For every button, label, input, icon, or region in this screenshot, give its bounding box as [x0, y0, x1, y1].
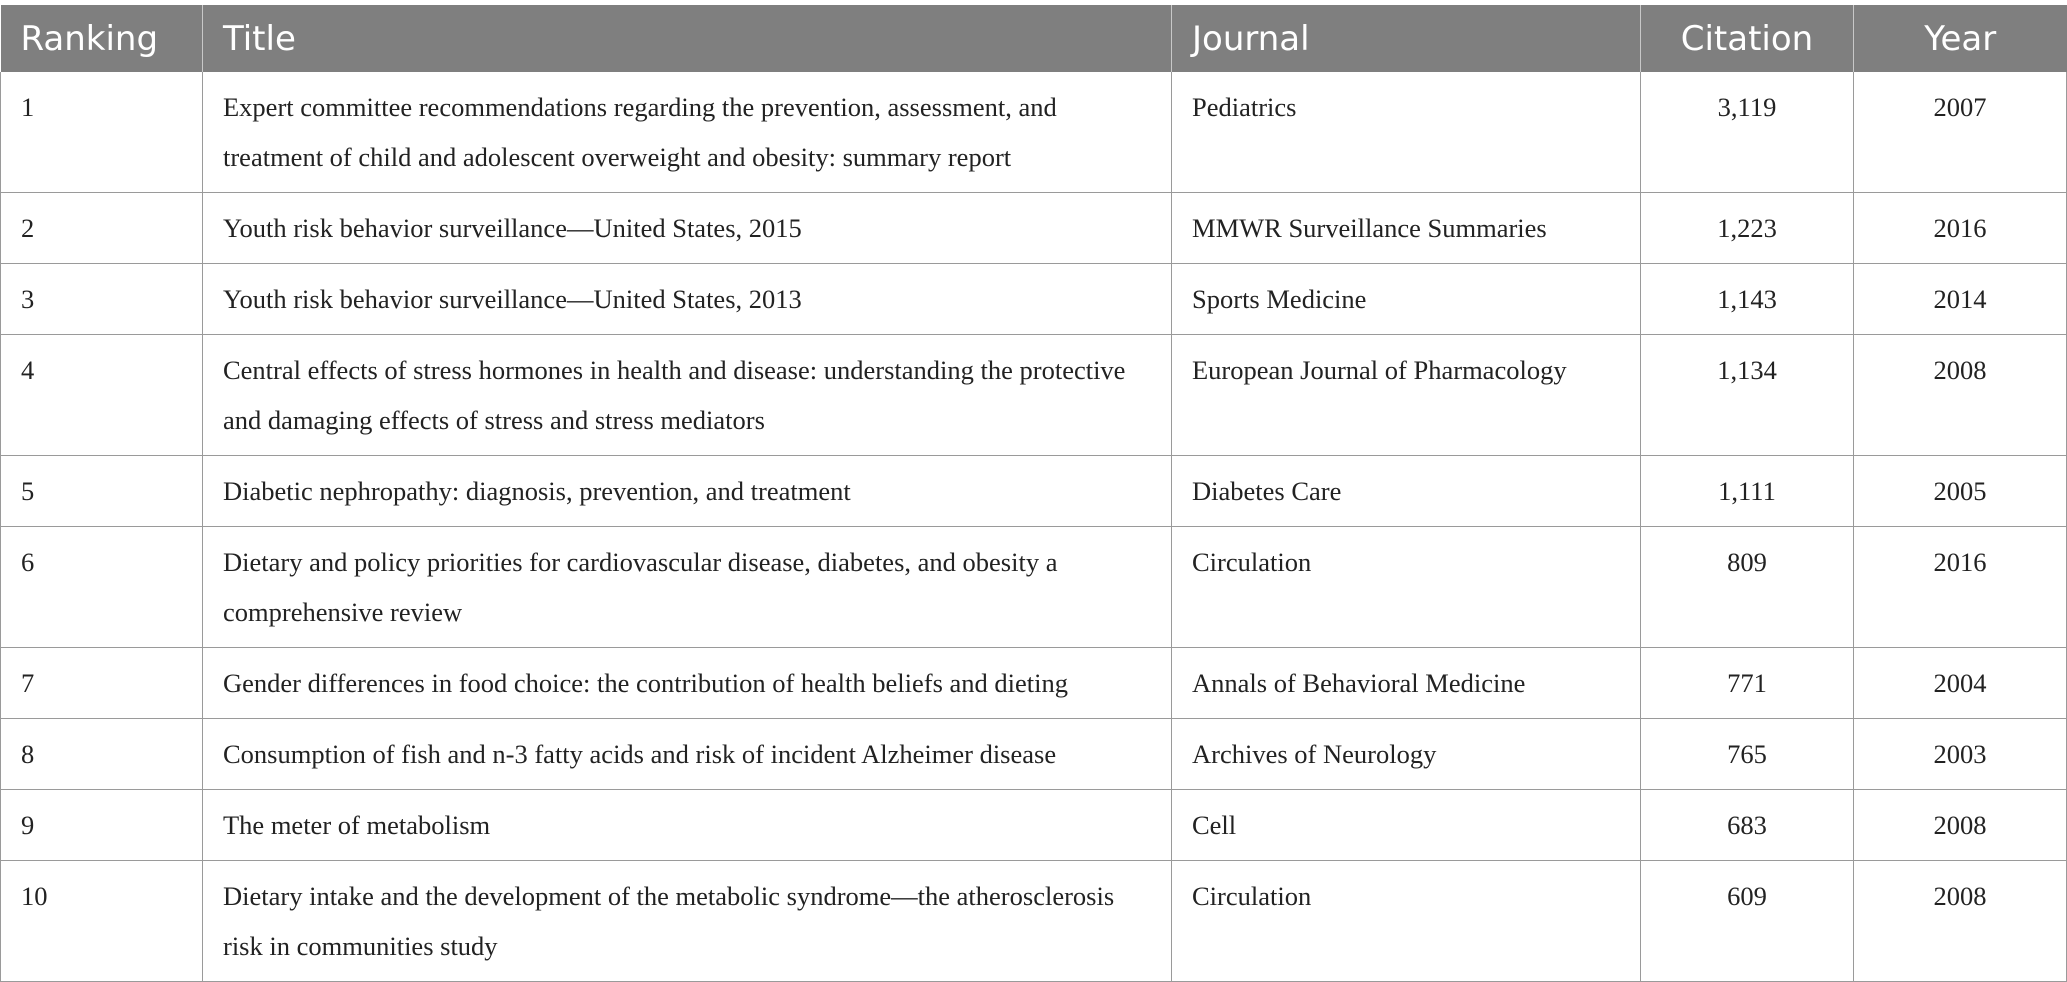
header-title[interactable]: Title	[203, 5, 1172, 72]
header-year[interactable]: Year	[1854, 5, 2067, 72]
header-ranking[interactable]: Ranking	[1, 5, 203, 72]
cell-journal: Diabetes Care	[1172, 456, 1641, 527]
cell-year: 2008	[1854, 790, 2067, 861]
cell-citation: 1,143	[1641, 264, 1854, 335]
cell-ranking: 6	[1, 527, 203, 648]
cell-title: Diabetic nephropathy: diagnosis, prevention, and treatment	[203, 456, 1172, 527]
header-row	[1, 5, 2067, 72]
cell-title: The meter of metabolism	[203, 790, 1172, 861]
cell-citation: 3,119	[1641, 72, 1854, 193]
cell-journal: Pediatrics	[1172, 72, 1641, 193]
cell-journal: European Journal of Pharmacology	[1172, 335, 1641, 456]
cell-citation: 771	[1641, 648, 1854, 719]
cell-title: Dietary and policy priorities for cardiovascular disease, diabetes, and obesity a comprehensive review	[203, 527, 1172, 648]
cell-year: 2016	[1854, 193, 2067, 264]
table-row	[1, 527, 2067, 648]
cell-year: 2016	[1854, 527, 2067, 648]
table-row	[1, 193, 2067, 264]
cell-title: Youth risk behavior surveillance—United States, 2013	[203, 264, 1172, 335]
cell-journal: Annals of Behavioral Medicine	[1172, 648, 1641, 719]
table-row	[1, 335, 2067, 456]
table-row	[1, 264, 2067, 335]
cell-title: Expert committee recommendations regarding the prevention, assessment, and treatment of child and adolescent overweight and obesity: summary report	[203, 72, 1172, 193]
cell-citation: 809	[1641, 527, 1854, 648]
cell-citation: 683	[1641, 790, 1854, 861]
table-row	[1, 648, 2067, 719]
cell-year: 2005	[1854, 456, 2067, 527]
cell-year: 2004	[1854, 648, 2067, 719]
table-header	[1, 5, 2067, 72]
cell-year: 2008	[1854, 861, 2067, 982]
header-citation[interactable]: Citation	[1641, 5, 1854, 72]
header-journal[interactable]: Journal	[1172, 5, 1641, 72]
cell-ranking: 5	[1, 456, 203, 527]
cell-ranking: 2	[1, 193, 203, 264]
cell-title: Consumption of fish and n-3 fatty acids and risk of incident Alzheimer disease	[203, 719, 1172, 790]
cell-citation: 1,223	[1641, 193, 1854, 264]
cell-ranking: 4	[1, 335, 203, 456]
cell-title: Youth risk behavior surveillance—United States, 2015	[203, 193, 1172, 264]
table-body	[1, 72, 2067, 982]
cell-ranking: 10	[1, 861, 203, 982]
cell-title: Dietary intake and the development of the metabolic syndrome—the atherosclerosis risk in communities study	[203, 861, 1172, 982]
cell-year: 2008	[1854, 335, 2067, 456]
cell-title: Central effects of stress hormones in health and disease: understanding the protective and damaging effects of stress and stress mediators	[203, 335, 1172, 456]
cell-citation: 1,111	[1641, 456, 1854, 527]
cell-journal: Archives of Neurology	[1172, 719, 1641, 790]
cell-citation: 1,134	[1641, 335, 1854, 456]
cell-ranking: 1	[1, 72, 203, 193]
top-cited-papers-table	[0, 5, 2067, 982]
cell-journal: Circulation	[1172, 527, 1641, 648]
cell-year: 2003	[1854, 719, 2067, 790]
cell-journal: Cell	[1172, 790, 1641, 861]
table-row	[1, 861, 2067, 982]
cell-ranking: 8	[1, 719, 203, 790]
cell-ranking: 9	[1, 790, 203, 861]
cell-journal: Sports Medicine	[1172, 264, 1641, 335]
citation-table-container	[0, 5, 2066, 982]
cell-citation: 765	[1641, 719, 1854, 790]
table-row	[1, 72, 2067, 193]
cell-ranking: 7	[1, 648, 203, 719]
cell-year: 2007	[1854, 72, 2067, 193]
cell-journal: Circulation	[1172, 861, 1641, 982]
table-row	[1, 456, 2067, 527]
cell-ranking: 3	[1, 264, 203, 335]
cell-year: 2014	[1854, 264, 2067, 335]
cell-title: Gender differences in food choice: the contribution of health beliefs and dieting	[203, 648, 1172, 719]
table-row	[1, 719, 2067, 790]
cell-citation: 609	[1641, 861, 1854, 982]
cell-journal: MMWR Surveillance Summaries	[1172, 193, 1641, 264]
table-row	[1, 790, 2067, 861]
